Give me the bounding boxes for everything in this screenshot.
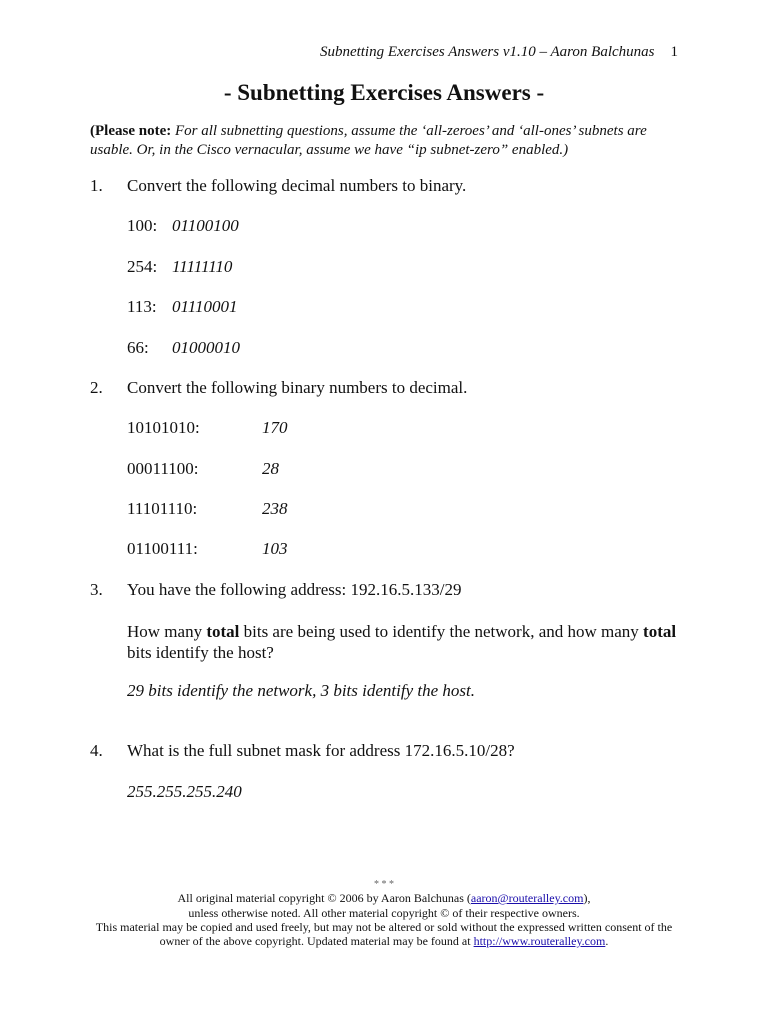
q1-item-4-label: 66: [127,338,149,357]
subprompt-bold-1: total [206,622,240,641]
question-3-prompt: You have the following address: 192.16.5.133/29 [127,580,462,599]
question-4-answer: 255.255.255.240 [127,782,242,801]
question-1-number: 1. [90,176,103,195]
question-3-subprompt [127,621,687,663]
q2-item-3-answer: 238 [262,499,288,518]
q1-item-2-answer: 11111110 [172,257,233,276]
q1-item-2-label: 254: [127,257,158,276]
q1-item-1-answer: 01100100 [172,216,239,235]
subprompt-text-1: How many [127,622,207,641]
q1-item-3-label: 113: [127,297,157,316]
subprompt-bold-2: total [643,622,677,641]
running-header [320,44,678,61]
note-paragraph [90,122,680,160]
q1-item-1-label: 100: [127,216,158,235]
footer-line-4-text: owner of the above copyright. Updated material may be found at [159,934,474,948]
footer-line-1-end: ), [583,891,591,905]
footer-separator: * * * [374,879,394,890]
note-label: (Please note: [90,123,172,139]
footer-line-1 [0,891,768,905]
footer-copyright-text: All original material copyright © 2006 by Aaron Balchunas ( [177,891,471,905]
subprompt-text-2: bits are being used to identify the network, and how many [239,622,644,641]
question-2-prompt: Convert the following binary numbers to decimal. [127,378,468,397]
question-3-answer: 29 bits identify the network, 3 bits identify the host. [127,681,475,700]
question-4-number: 4. [90,741,103,760]
question-4-prompt: What is the full subnet mask for address 172.16.5.10/28? [127,741,515,760]
question-1-prompt: Convert the following decimal numbers to binary. [127,176,467,195]
footer-line-2: unless otherwise noted. All other material copyright © of their respective owners. [188,906,580,920]
footer-line-4-end: . [605,934,609,948]
q2-item-2-answer: 28 [262,459,279,478]
q1-item-3-answer: 01110001 [172,297,238,316]
page-title: - Subnetting Exercises Answers - [223,80,545,105]
subprompt-text-3: bits identify the host? [127,643,274,662]
q1-item-4-answer: 01000010 [172,338,240,357]
q2-item-4-label: 01100111: [127,539,198,558]
running-title: Subnetting Exercises Answers v1.10 – Aaron Balchunas [319,44,655,60]
footer-email-link[interactable]: aaron@routeralley.com [470,891,584,905]
q2-item-1-label: 10101010: [127,418,200,437]
q2-item-2-label: 00011100: [127,459,199,478]
footer-line-4 [0,934,768,948]
q2-item-1-answer: 170 [262,418,288,437]
footer-url-link[interactable]: http://www.routeralley.com [473,934,606,948]
footer-line-3: This material may be copied and used freely, but may not be altered or sold without the expressed written consent of the [95,920,673,934]
q2-item-3-label: 11101110: [127,499,198,518]
page-number: 1 [670,44,678,60]
question-2-number: 2. [90,378,103,397]
question-3-number: 3. [90,580,103,599]
note-text: For all subnetting questions, assume the ‘all-zeroes’ and ‘all-ones’ subnets are usable. Or, in the Cisco vernacular, assume we have “ip subnet-zero” enabled.) [90,123,647,158]
q2-item-4-answer: 103 [262,539,288,558]
